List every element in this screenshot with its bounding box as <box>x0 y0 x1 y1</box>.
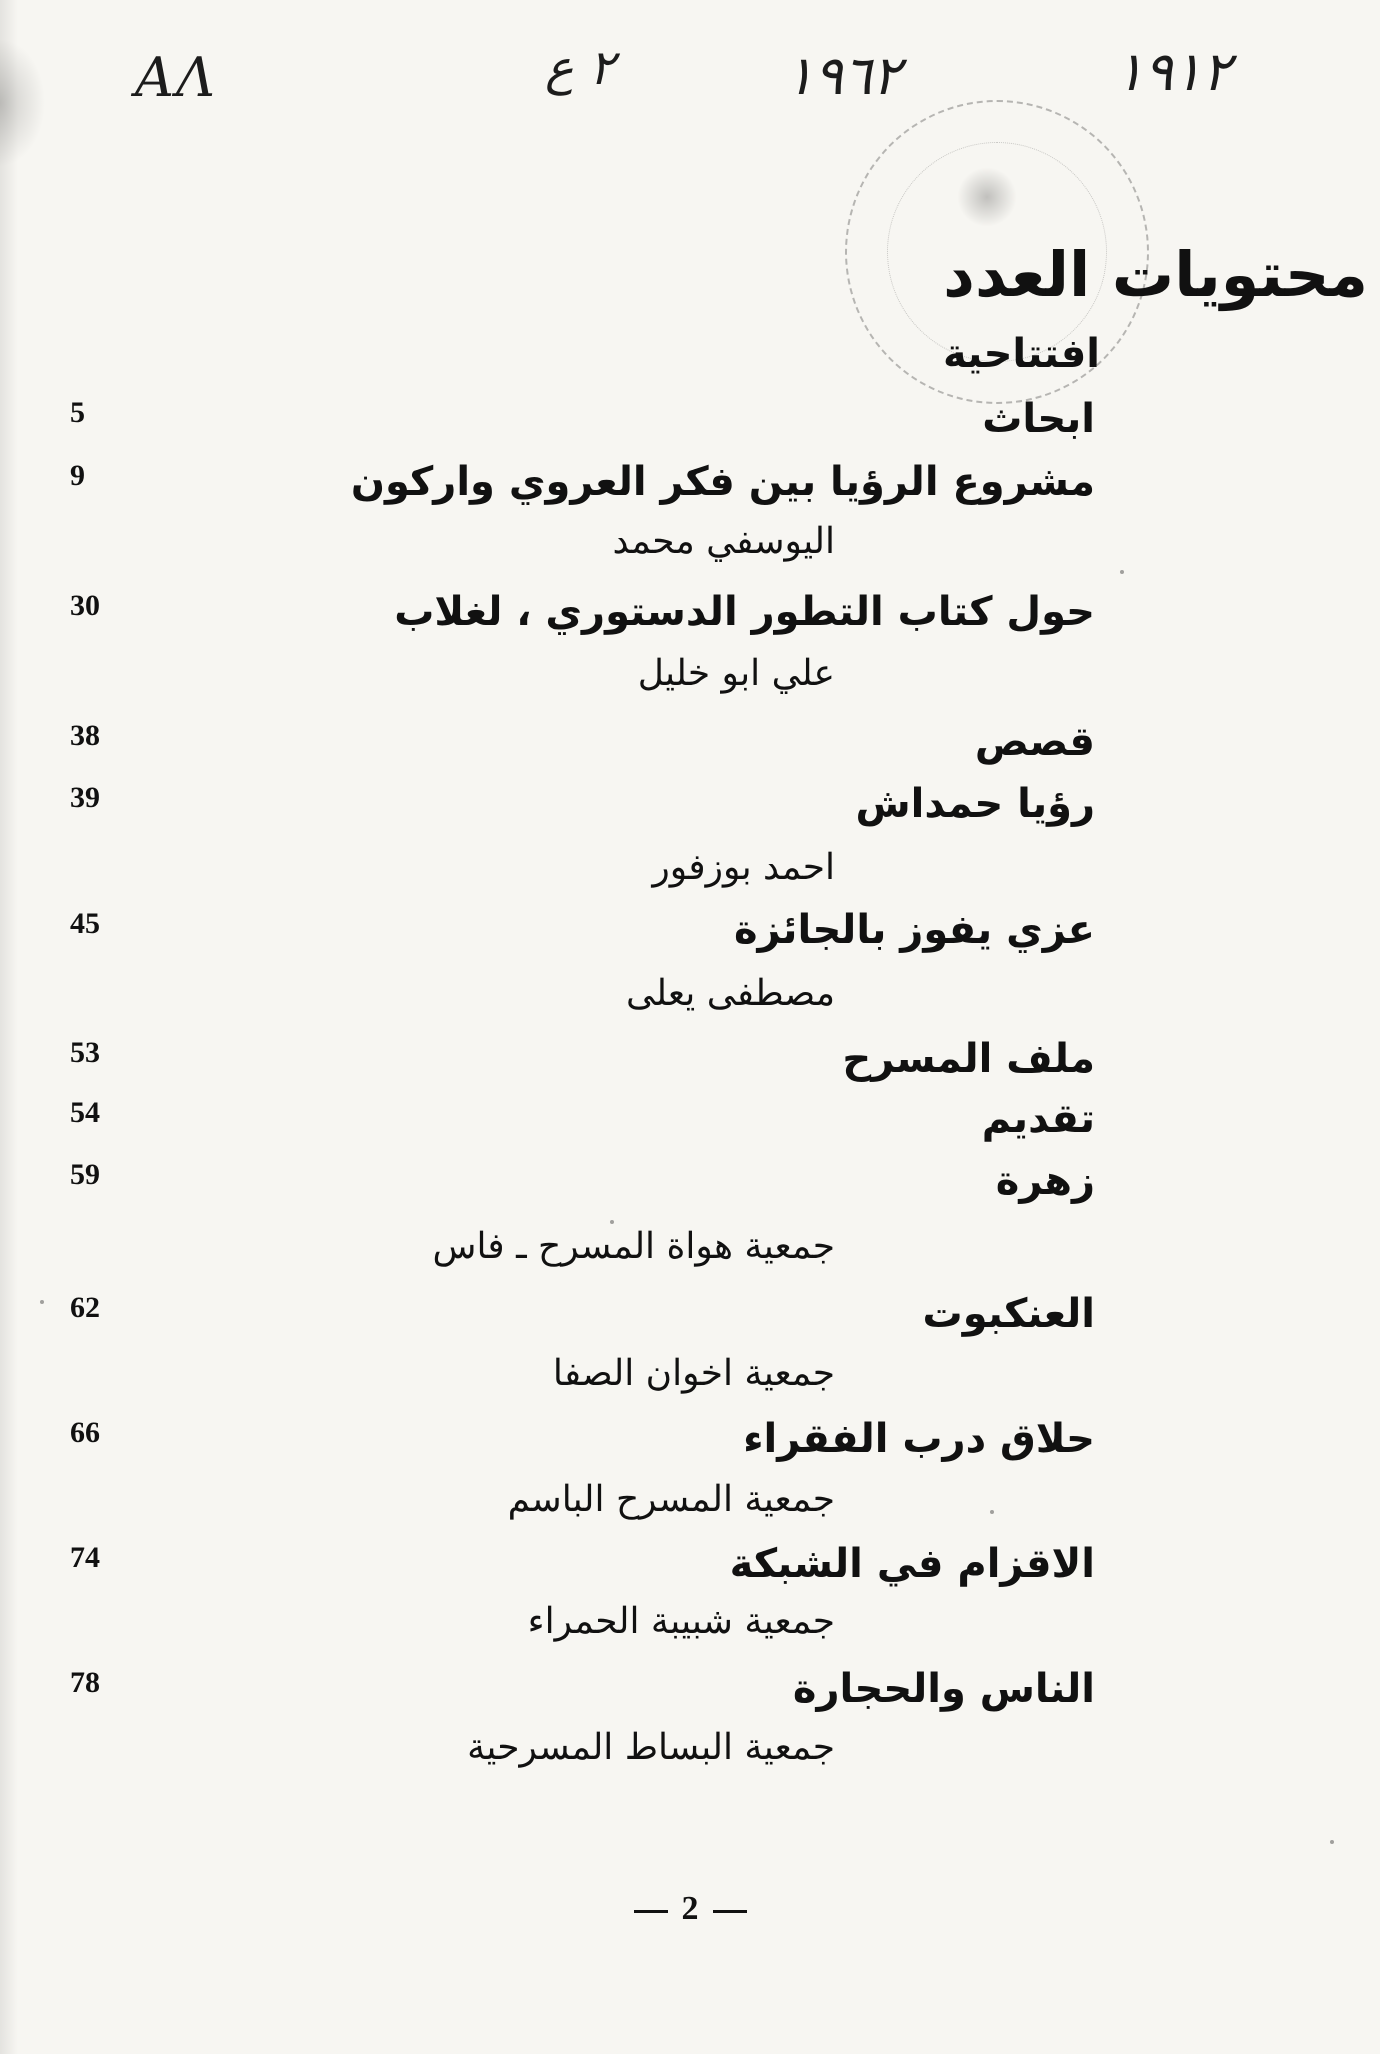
entry-title: ابحاث <box>982 396 1095 442</box>
page-number: 5 <box>70 396 85 429</box>
page-number: 30 <box>70 589 100 622</box>
page-number: 62 <box>70 1291 100 1324</box>
entry-author: جمعية البساط المسرحية <box>467 1727 835 1768</box>
entry-title: حلاق درب الفقراء <box>743 1416 1095 1462</box>
footer-dash <box>713 1910 747 1913</box>
page-number: 54 <box>70 1096 100 1129</box>
entry-author: مصطفى يعلى <box>625 973 835 1014</box>
page-number: 39 <box>70 781 100 814</box>
stamp-smudge <box>952 162 1022 232</box>
scan-speck <box>1120 570 1124 574</box>
entry-title: العنكبوت <box>922 1291 1095 1337</box>
entry-title: الاقزام في الشبكة <box>729 1541 1095 1587</box>
scan-speck <box>990 1510 994 1514</box>
entry-title: رؤيا حمداش <box>855 781 1095 827</box>
handwritten-note: ١٩١٢ <box>1115 40 1232 103</box>
entry-title: حول كتاب التطور الدستوري ، لغلاب <box>394 589 1095 635</box>
scan-speck <box>610 1220 614 1224</box>
entry-author: علي ابو خليل <box>637 653 835 694</box>
page-number: 53 <box>70 1036 100 1069</box>
page-number: 59 <box>70 1158 100 1191</box>
entry-author: جمعية المسرح الباسم <box>507 1479 835 1520</box>
entry-title: زهرة <box>995 1158 1095 1204</box>
footer-dash <box>634 1910 668 1913</box>
entry-title: قصص <box>974 719 1095 765</box>
page-number: 38 <box>70 719 100 752</box>
page-number: 78 <box>70 1666 100 1699</box>
handwritten-note: ١٩٦٢ <box>785 44 902 107</box>
entry-author: جمعية شبيبة الحمراء <box>527 1601 835 1642</box>
entry-title: عزي يفوز بالجائزة <box>733 907 1095 953</box>
entry-title: مشروع الرؤيا بين فكر العروي واركون <box>350 459 1095 505</box>
scan-speck <box>40 1300 44 1304</box>
entry-author: احمد بوزفور <box>652 847 835 888</box>
handwritten-note: ٢ ع <box>545 40 615 96</box>
page-number: 9 <box>70 459 85 492</box>
scan-speck <box>1330 1840 1334 1844</box>
entry-title: افتتاحية <box>943 331 1100 377</box>
contents-title: محتويات العدد <box>943 238 1368 311</box>
entry-title: تقديم <box>981 1096 1095 1142</box>
entry-title: الناس والحجارة <box>792 1666 1095 1712</box>
entry-author: جمعية اخوان الصفا <box>552 1353 835 1394</box>
entry-title: ملف المسرح <box>842 1036 1095 1082</box>
handwritten-note: AΛ <box>135 46 217 109</box>
page-number: 74 <box>70 1541 100 1574</box>
entry-author: جمعية هواة المسرح ـ فاس <box>432 1226 835 1267</box>
entry-author: اليوسفي محمد <box>612 521 835 562</box>
page-number: 66 <box>70 1416 100 1449</box>
page-number: 45 <box>70 907 100 940</box>
page-footer <box>0 1890 1380 1928</box>
footer-page-number: 2 <box>681 1890 699 1927</box>
